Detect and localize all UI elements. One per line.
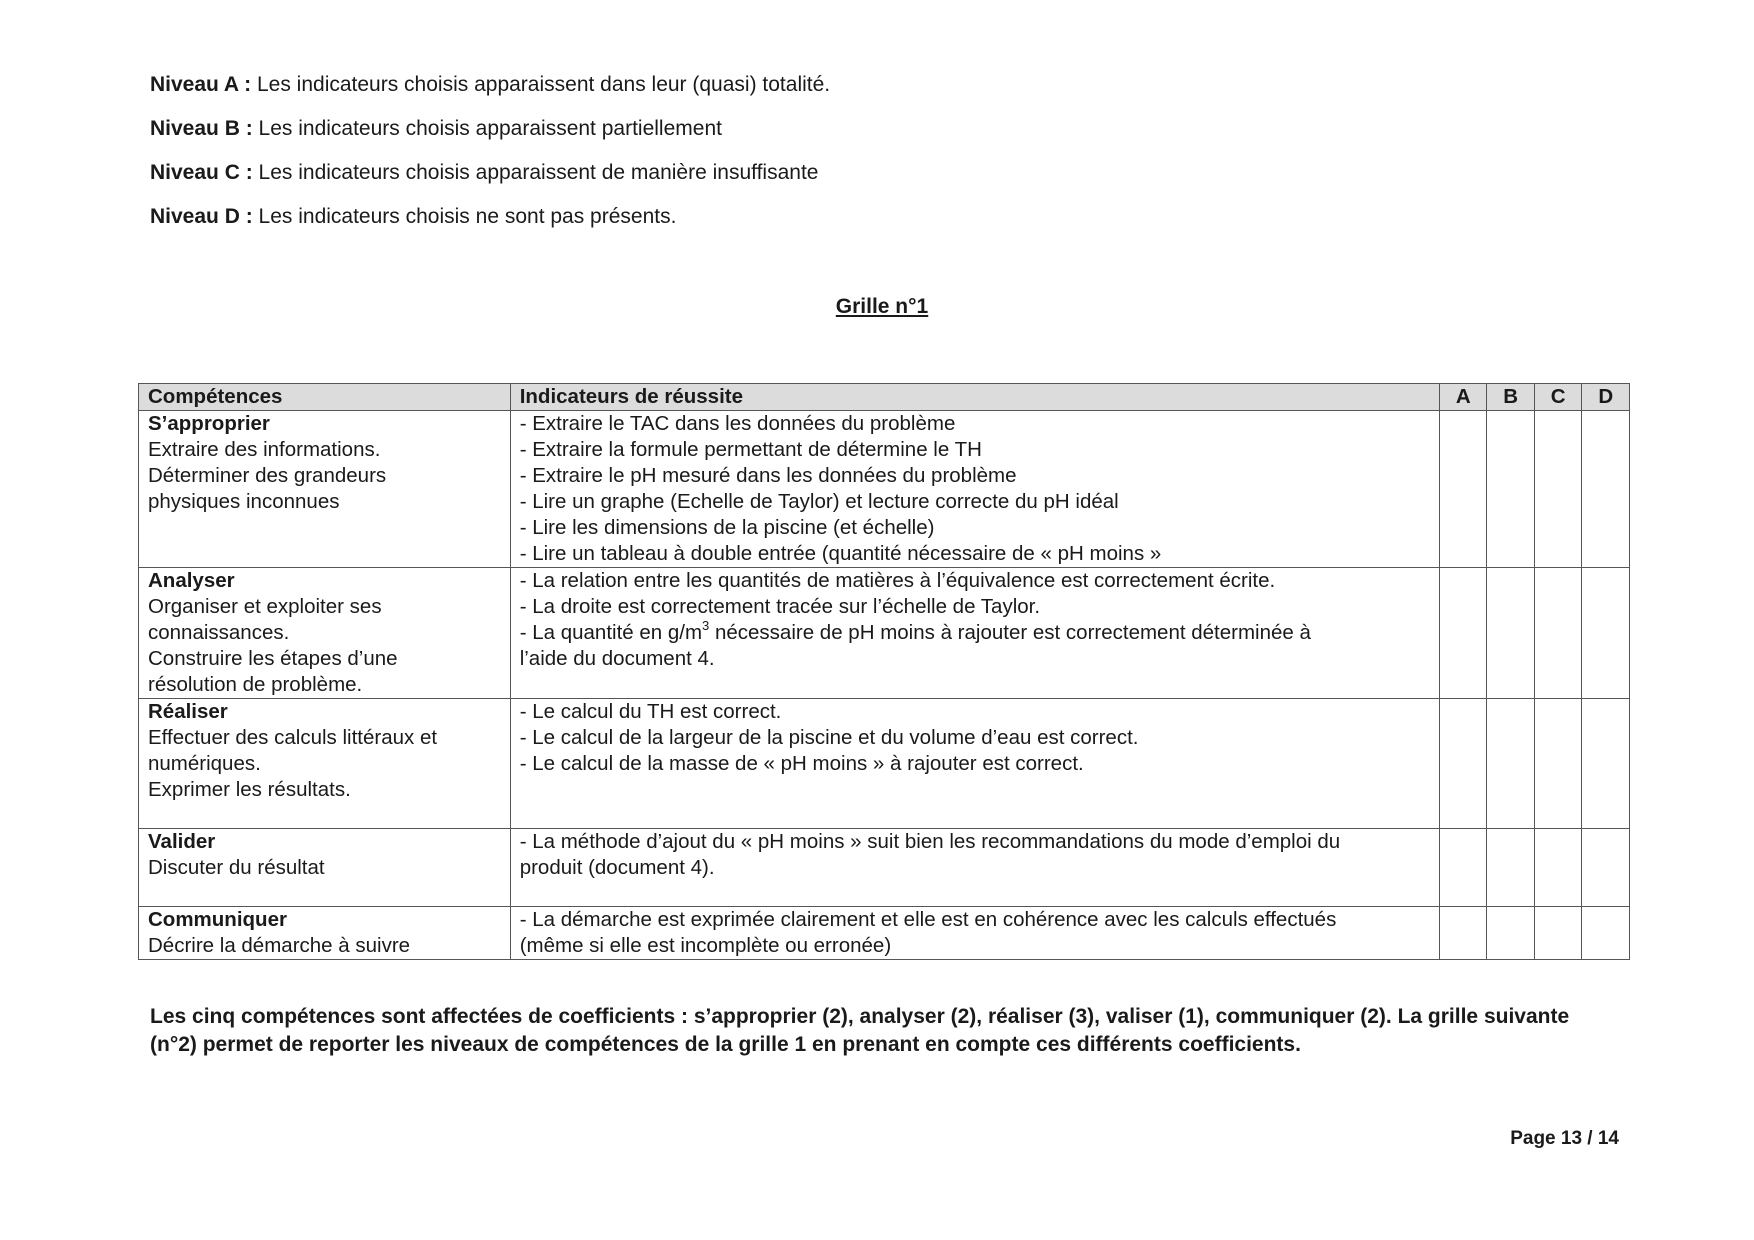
table-row-sapproprier xyxy=(139,411,1630,568)
indicator-item: - Extraire le TAC dans les données du problème xyxy=(519,412,956,435)
level-c-cell[interactable] xyxy=(1534,699,1581,829)
coefficients-note: Les cinq compétences sont affectées de coefficients : s’approprier (2), analyser (2), réaliser (3), valiser (1), communiquer (2). La grille suivante (n°2) permet de reporter les niveaux de compétences de la grille 1 en prenant en compte ces différents coefficients. xyxy=(150,1005,1570,1056)
level-a-cell[interactable] xyxy=(1439,907,1486,960)
level-b-text: Les indicateurs choisis apparaissent partiellement xyxy=(252,117,722,140)
indicator-item: - Lire un graphe (Echelle de Taylor) et lecture correcte du pH idéal xyxy=(519,490,1119,513)
competence-desc: physiques inconnues xyxy=(148,490,340,513)
level-c-line xyxy=(150,160,830,186)
competence-cell xyxy=(139,829,511,907)
table-header-row xyxy=(139,384,1630,411)
level-d-text: Les indicateurs choisis ne sont pas présents. xyxy=(252,205,677,228)
indicator-item: - Lire un tableau à double entrée (quantité nécessaire de « pH moins » xyxy=(519,542,1162,565)
competence-desc: Déterminer des grandeurs xyxy=(148,464,387,487)
competence-cell xyxy=(139,907,511,960)
competence-desc: résolution de problème. xyxy=(148,673,363,696)
competence-name: Réaliser xyxy=(148,700,228,723)
level-a-cell[interactable] xyxy=(1439,411,1486,568)
indicator-qty-after: nécessaire de pH moins à rajouter est correctement déterminée à xyxy=(709,621,1311,644)
level-b-cell[interactable] xyxy=(1487,411,1534,568)
indicator-item-continued: l’aide du document 4. xyxy=(519,647,715,670)
competence-cell xyxy=(139,568,511,699)
header-indicateurs: Indicateurs de réussite xyxy=(510,384,1439,411)
level-c-label: Niveau C : xyxy=(150,161,253,184)
indicator-item: - Extraire le pH mesuré dans les données du problème xyxy=(519,464,1017,487)
level-c-cell[interactable] xyxy=(1534,568,1581,699)
competence-desc: Extraire des informations. xyxy=(148,438,381,461)
level-d-line xyxy=(150,204,830,230)
level-d-cell[interactable] xyxy=(1582,411,1630,568)
page-number: Page 13 / 14 xyxy=(1510,1128,1619,1149)
table-row-analyser xyxy=(139,568,1630,699)
indicators-cell xyxy=(510,568,1439,699)
level-b-cell[interactable] xyxy=(1487,907,1534,960)
level-b-cell[interactable] xyxy=(1487,829,1534,907)
indicator-item: - La relation entre les quantités de matières à l’équivalence est correctement écrite. xyxy=(519,569,1276,592)
indicator-item: - Extraire la formule permettant de détermine le TH xyxy=(519,438,982,461)
level-c-text: Les indicateurs choisis apparaissent de manière insuffisante xyxy=(252,161,819,184)
level-a-line xyxy=(150,72,830,98)
level-d-cell[interactable] xyxy=(1582,699,1630,829)
level-d-label: Niveau D : xyxy=(150,205,253,228)
competence-desc: Discuter du résultat xyxy=(148,856,325,879)
competence-grid-table xyxy=(138,383,1630,960)
level-a-text: Les indicateurs choisis apparaissent dans leur (quasi) totalité. xyxy=(251,73,831,96)
competence-name: Analyser xyxy=(148,569,235,592)
indicator-qty-sup: 3 xyxy=(702,618,710,633)
competence-desc: Organiser et exploiter ses xyxy=(148,595,382,618)
level-a-cell[interactable] xyxy=(1439,699,1486,829)
level-a-cell[interactable] xyxy=(1439,568,1486,699)
indicators-cell xyxy=(510,907,1439,960)
level-c-cell[interactable] xyxy=(1534,411,1581,568)
competence-name: Valider xyxy=(148,830,216,853)
indicator-item: - La démarche est exprimée clairement et elle est en cohérence avec les calculs effectués xyxy=(519,908,1337,931)
indicator-item: - Le calcul du TH est correct. xyxy=(519,700,782,723)
competence-cell xyxy=(139,699,511,829)
indicator-item: - La droite est correctement tracée sur l’échelle de Taylor. xyxy=(519,595,1041,618)
level-c-cell[interactable] xyxy=(1534,907,1581,960)
indicator-item-quantity xyxy=(520,620,1430,646)
indicators-cell xyxy=(510,411,1439,568)
level-b-label: Niveau B : xyxy=(150,117,253,140)
level-d-cell[interactable] xyxy=(1582,829,1630,907)
level-c-cell[interactable] xyxy=(1534,829,1581,907)
header-competences: Compétences xyxy=(139,384,511,411)
header-level-a: A xyxy=(1439,384,1486,411)
table-row-realiser xyxy=(139,699,1630,829)
indicator-item: - Le calcul de la largeur de la piscine et du volume d’eau est correct. xyxy=(519,726,1139,749)
indicator-item: produit (document 4). xyxy=(519,856,715,879)
level-b-cell[interactable] xyxy=(1487,568,1534,699)
header-level-b: B xyxy=(1487,384,1534,411)
header-level-c: C xyxy=(1534,384,1581,411)
level-b-line xyxy=(150,116,830,142)
indicator-item: - Lire les dimensions de la piscine (et échelle) xyxy=(519,516,935,539)
indicators-cell xyxy=(510,829,1439,907)
competence-desc: Exprimer les résultats. xyxy=(148,778,351,801)
header-level-d: D xyxy=(1582,384,1630,411)
competence-name: S’approprier xyxy=(148,412,270,435)
table-row-communiquer xyxy=(139,907,1630,960)
competence-desc: Construire les étapes d’une xyxy=(148,647,398,670)
competence-desc: numériques. xyxy=(148,752,261,775)
level-a-label: Niveau A : xyxy=(150,73,252,96)
indicator-item: (même si elle est incomplète ou erronée) xyxy=(519,934,892,957)
level-b-cell[interactable] xyxy=(1487,699,1534,829)
competence-name: Communiquer xyxy=(148,908,287,931)
indicator-item: - Le calcul de la masse de « pH moins » à rajouter est correct. xyxy=(519,752,1084,775)
indicators-cell xyxy=(510,699,1439,829)
grid-title: Grille n°1 xyxy=(835,295,929,318)
level-d-cell[interactable] xyxy=(1582,907,1630,960)
level-d-cell[interactable] xyxy=(1582,568,1630,699)
competence-desc: Décrire la démarche à suivre xyxy=(148,934,411,957)
competence-desc: Effectuer des calculs littéraux et xyxy=(148,726,438,749)
competence-cell xyxy=(139,411,511,568)
table-row-valider xyxy=(139,829,1630,907)
competence-desc: connaissances. xyxy=(148,621,290,644)
indicator-qty-before: - La quantité en g/m xyxy=(519,621,703,644)
level-definitions xyxy=(150,72,830,248)
level-a-cell[interactable] xyxy=(1439,829,1486,907)
indicator-item: - La méthode d’ajout du « pH moins » suit bien les recommandations du mode d’emploi du xyxy=(519,830,1341,853)
